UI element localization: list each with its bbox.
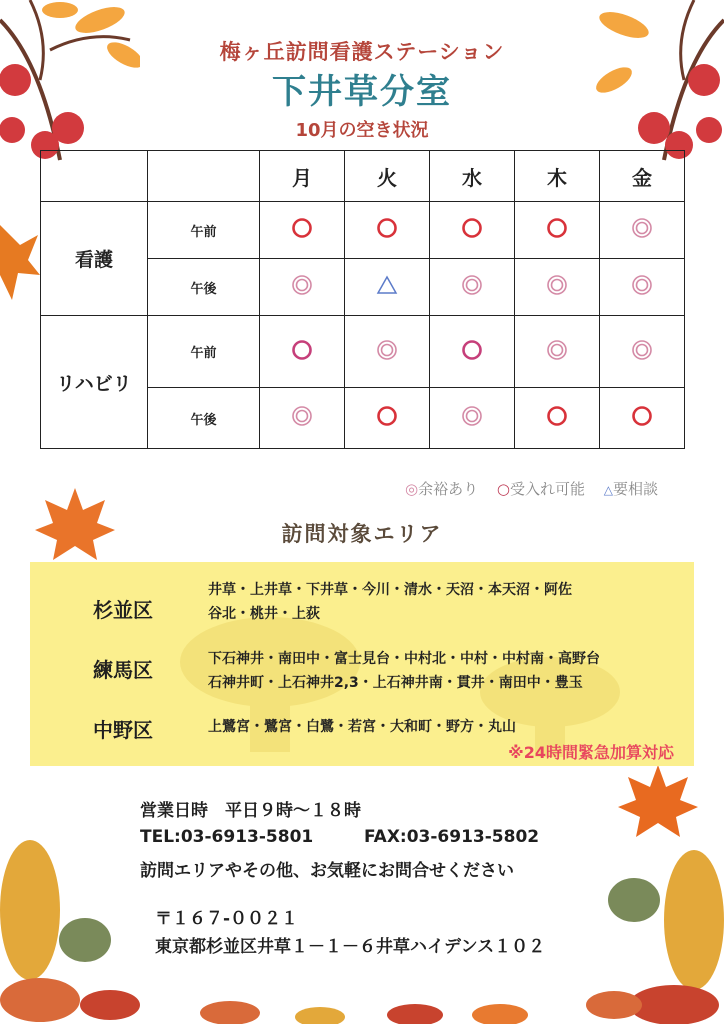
- table-row: [41, 202, 685, 259]
- table-corner: [148, 151, 260, 202]
- autumn-leaf-icon: [0, 820, 140, 1024]
- area-title: 訪問対象エリア: [281, 522, 443, 546]
- business-hours: 営業日時 平日９時～１８時: [140, 801, 361, 821]
- branch-name: 下井草分室: [272, 72, 452, 112]
- availability-mark: [631, 217, 653, 239]
- triangle-icon: △: [603, 483, 613, 497]
- availability-mark: [546, 274, 568, 296]
- availability-cell: [260, 202, 345, 259]
- availability-cell: [515, 316, 600, 388]
- availability-mark: [376, 217, 398, 239]
- group-label: リハビリ: [41, 316, 148, 449]
- legend-soudan: [604, 480, 658, 498]
- autumn-leaf-icon: [584, 840, 724, 1024]
- table-corner: [41, 151, 148, 202]
- availability-cell: [600, 316, 685, 388]
- table-header-row: [41, 151, 685, 202]
- slot-label: 午後: [148, 259, 260, 316]
- address: 東京都杉並区井草１－１－６井草ハイデンス１０２: [155, 937, 546, 957]
- availability-mark: [461, 274, 483, 296]
- maple-leaf-icon: [618, 765, 698, 840]
- slot-label: 午後: [148, 388, 260, 449]
- station-name: 梅ヶ丘訪問看護ステーション: [219, 40, 505, 64]
- emergency-note: ※24時間緊急加算対応: [508, 743, 674, 762]
- autumn-leaf-icon: [200, 975, 530, 1024]
- availability-cell: [430, 202, 515, 259]
- towns-line: 井草・上井草・下井草・今川・清水・天沼・本天沼・阿佐: [208, 582, 572, 598]
- availability-mark: [631, 339, 653, 361]
- slot-label: 午前: [148, 202, 260, 259]
- towns-nerima: [208, 647, 678, 695]
- legend-soudan-label: 要相談: [612, 480, 658, 498]
- tel: TEL:03-6913-5801: [140, 827, 314, 847]
- day-header: 月: [260, 151, 345, 202]
- availability-cell: [600, 388, 685, 449]
- contact-note: 訪問エリアやその他、お気軽にお問合せください: [140, 861, 514, 881]
- month-availability-title: 10月の空き状況: [295, 120, 429, 141]
- availability-cell: [600, 259, 685, 316]
- towns-line: 谷北・桃井・上荻: [208, 606, 320, 622]
- availability-cell: [345, 388, 430, 449]
- legend: [391, 478, 658, 499]
- availability-mark: [546, 217, 568, 239]
- day-header: 火: [345, 151, 430, 202]
- legend-yoyu-label: 余裕あり: [418, 480, 479, 498]
- availability-table: [40, 150, 685, 449]
- availability-mark: [291, 274, 313, 296]
- availability-mark: [376, 274, 398, 296]
- day-header: 木: [515, 151, 600, 202]
- towns-line: 下石神井・南田中・富士見台・中村北・中村・中村南・高野台: [208, 651, 600, 667]
- double-circle-icon: ◎: [404, 480, 419, 498]
- availability-mark: [376, 405, 398, 427]
- circle-icon: ○: [496, 480, 510, 498]
- availability-mark: [546, 339, 568, 361]
- availability-mark: [461, 339, 483, 361]
- availability-cell: [345, 202, 430, 259]
- day-header: 金: [600, 151, 685, 202]
- legend-ukeire-label: 受入れ可能: [509, 480, 585, 498]
- towns-line: 上鷺宮・鷺宮・白鷺・若宮・大和町・野方・丸山: [208, 719, 516, 735]
- day-header: 水: [430, 151, 515, 202]
- postal-code: 〒１６７-００２１: [155, 909, 299, 929]
- availability-mark: [291, 217, 313, 239]
- availability-mark: [461, 405, 483, 427]
- availability-cell: [260, 388, 345, 449]
- availability-mark: [291, 339, 313, 361]
- availability-mark: [461, 217, 483, 239]
- availability-cell: [430, 316, 515, 388]
- availability-cell: [515, 388, 600, 449]
- availability-mark: [376, 339, 398, 361]
- ward-nerima: 練馬区: [93, 658, 153, 682]
- group-label: 看護: [41, 202, 148, 316]
- towns-nakano: [208, 715, 678, 739]
- availability-mark: [631, 274, 653, 296]
- availability-mark: [631, 405, 653, 427]
- slot-label: 午前: [148, 316, 260, 388]
- ward-nakano: 中野区: [93, 718, 153, 742]
- maple-leaf-icon: [0, 215, 40, 305]
- availability-cell: [260, 316, 345, 388]
- availability-cell: [260, 259, 345, 316]
- availability-cell: [600, 202, 685, 259]
- legend-yoyu: [405, 480, 478, 498]
- fax: FAX:03-6913-5802: [364, 827, 540, 847]
- availability-cell: [515, 259, 600, 316]
- availability-cell: [430, 259, 515, 316]
- availability-mark: [546, 405, 568, 427]
- towns-suginami: [208, 578, 678, 626]
- availability-cell: [515, 202, 600, 259]
- availability-cell: [345, 259, 430, 316]
- availability-mark: [291, 405, 313, 427]
- table-row: [41, 316, 685, 388]
- ward-suginami: 杉並区: [93, 598, 153, 622]
- legend-ukeire: [497, 480, 585, 498]
- availability-cell: [430, 388, 515, 449]
- availability-cell: [345, 316, 430, 388]
- towns-line: 石神井町・上石神井2,3・上石神井南・貫井・南田中・豊玉: [208, 675, 583, 691]
